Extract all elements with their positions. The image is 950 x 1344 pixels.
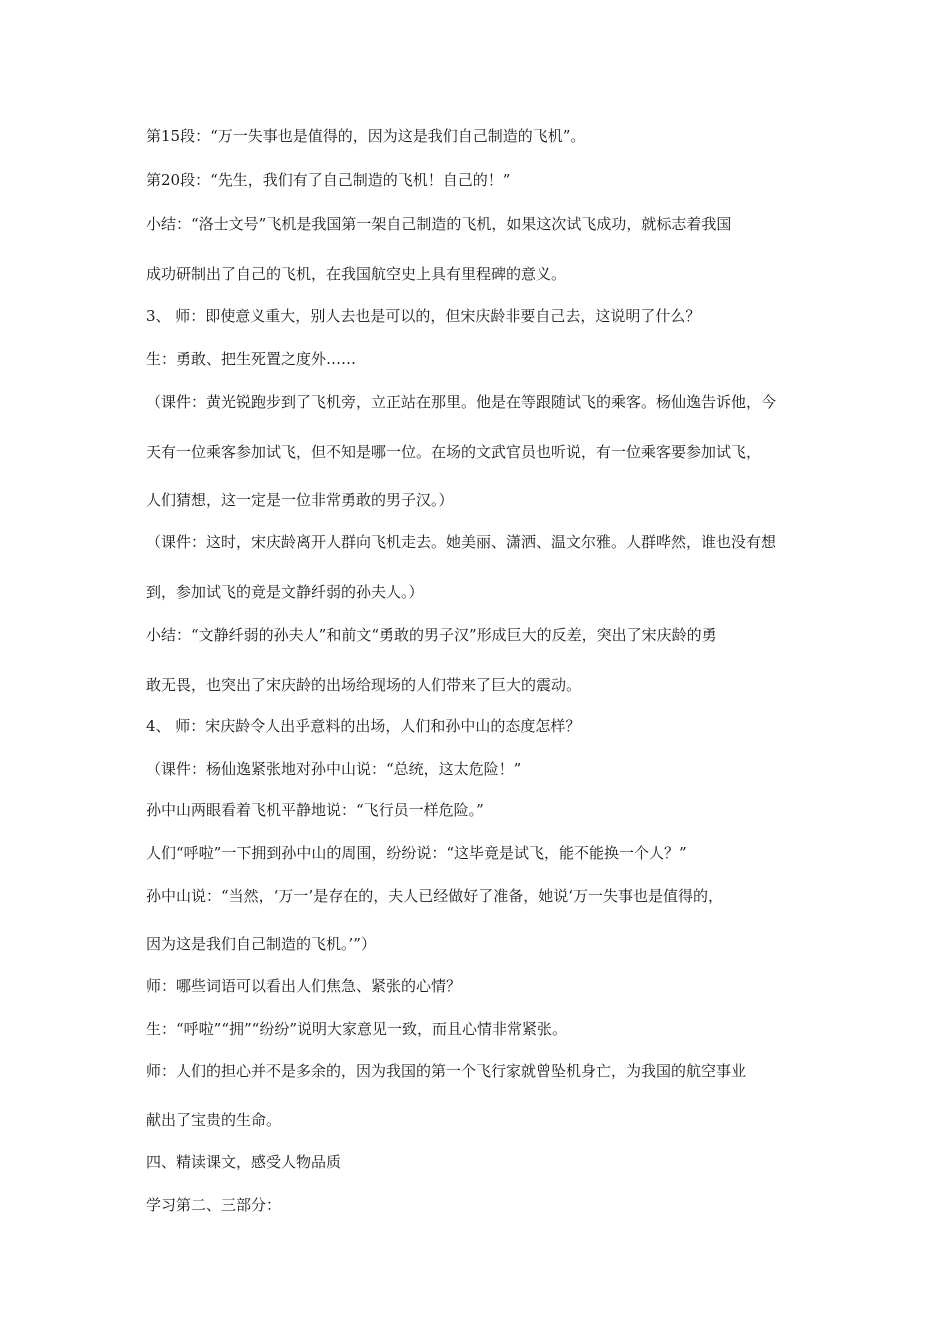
text-line-10: （课件：这时，宋庆龄离开人群向飞机走去。她美丽、潇洒、温文尔雅。人群哗然，谁也没有想 bbox=[146, 533, 777, 551]
text-line-5: 3、 师：即使意义重大，别人去也是可以的，但宋庆龄非要自己去，这说明了什么？ bbox=[146, 307, 701, 325]
text-line-7: （课件：黄光锐跑步到了飞机旁，立正站在那里。他是在等跟随试飞的乘客。杨仙逸告诉他，今 bbox=[146, 393, 777, 411]
text-line-2: 第20段：“先生，我们有了自己制造的飞机！自己的！” bbox=[146, 171, 511, 189]
text-line-6: 生：勇敢、把生死置之度外…… bbox=[146, 350, 357, 368]
text-line-20: 师：哪些词语可以看出人们焦急、紧张的心情？ bbox=[146, 977, 462, 995]
text-line-13: 敢无畏，也突出了宋庆龄的出场给现场的人们带来了巨大的震动。 bbox=[146, 676, 582, 694]
text-line-19: 因为这是我们自己制造的飞机。’”） bbox=[146, 935, 376, 953]
text-line-18: 孙中山说：“当然，‘万一’是存在的，夫人已经做好了准备，她说‘万一失事也是值得的， bbox=[146, 887, 723, 905]
text-line-23: 献出了宝贵的生命。 bbox=[146, 1111, 282, 1129]
text-line-12: 小结：“文静纤弱的孙夫人”和前文“勇敢的男子汉”形成巨大的反差，突出了宋庆龄的勇 bbox=[146, 626, 717, 644]
text-line-1: 第15段：“万一失事也是值得的，因为这是我们自己制造的飞机”。 bbox=[146, 127, 586, 145]
text-line-25: 学习第二、三部分： bbox=[146, 1196, 282, 1214]
text-line-16: 孙中山两眼看着飞机平静地说：“飞行员一样危险。” bbox=[146, 801, 484, 819]
text-line-14: 4、 师：宋庆龄令人出乎意料的出场，人们和孙中山的态度怎样？ bbox=[146, 717, 581, 735]
text-line-4: 成功研制出了自己的飞机，在我国航空史上具有里程碑的意义。 bbox=[146, 265, 567, 283]
text-line-8: 天有一位乘客参加试飞，但不知是哪一位。在场的文武官员也听说，有一位乘客要参加试飞， bbox=[146, 443, 762, 461]
text-line-11: 到，参加试飞的竟是文静纤弱的孙夫人。） bbox=[146, 583, 424, 601]
text-line-3: 小结：“洛士文号”飞机是我国第一架自己制造的飞机，如果这次试飞成功，就标志着我国 bbox=[146, 215, 732, 233]
text-line-15: （课件：杨仙逸紧张地对孙中山说：“总统，这太危险！” bbox=[146, 760, 522, 778]
text-line-9: 人们猜想，这一定是一位非常勇敢的男子汉。） bbox=[146, 491, 454, 509]
text-line-22: 师：人们的担心并不是多余的，因为我国的第一个飞行家就曾坠机身亡，为我国的航空事业 bbox=[146, 1062, 747, 1080]
text-line-21: 生：“呼啦”“拥”“纷纷”说明大家意见一致，而且心情非常紧张。 bbox=[146, 1020, 568, 1038]
text-line-17: 人们“呼啦”一下拥到孙中山的周围，纷纷说：“这毕竟是试飞，能不能换一个人？” bbox=[146, 844, 687, 862]
section-heading: 四、精读课文，感受人物品质 bbox=[146, 1153, 342, 1171]
